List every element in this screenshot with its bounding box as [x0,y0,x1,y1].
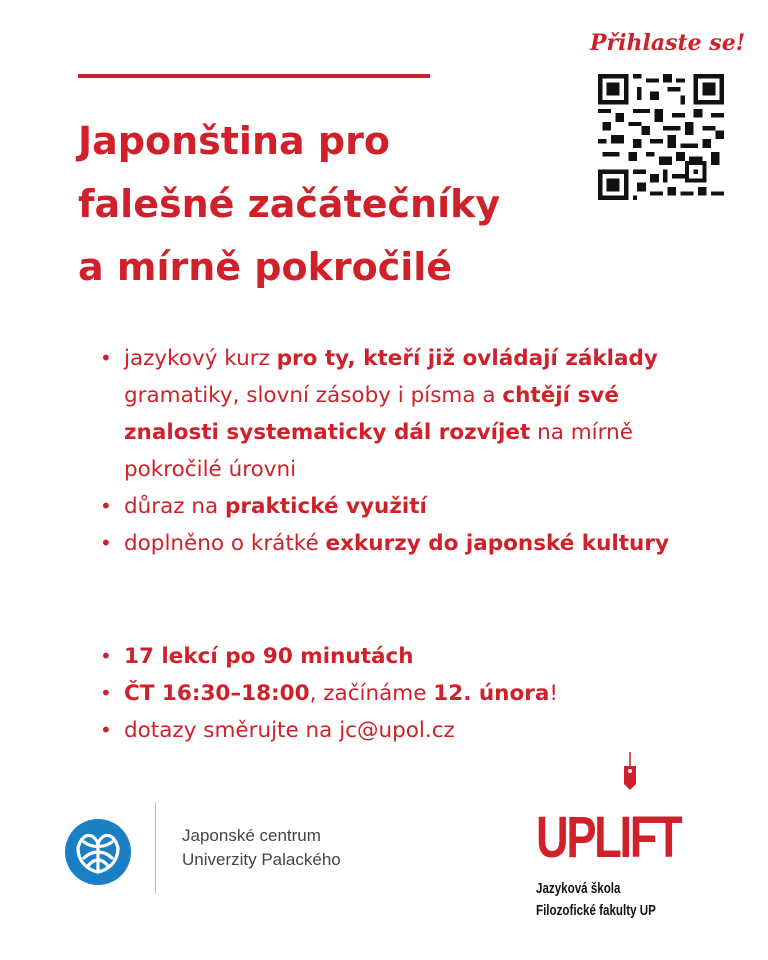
contact-email[interactable]: dotazy směrujte na jc@upol.cz [124,718,455,743]
title-line-2: falešné začátečníky [78,182,501,226]
list-item: • doplněno o krátké exkurzy do japonské kultury [100,525,684,562]
course-description-list [100,340,684,562]
uplift-wordmark: UPLIFT [536,805,681,870]
signup-cta: Přihlaste se! [590,30,746,56]
list-item: • jazykový kurz pro ty, kteří již ovládají základy gramatiky, slovní zásoby i písma a chtějí své znalosti systematicky dál rozvíjet na mírně pokročilé úrovni [100,340,684,488]
list-item [100,712,684,749]
list-item: • důraz na praktické využití [100,488,684,525]
title-rule [78,74,430,78]
signup-qr-code[interactable] [598,74,724,200]
uplift-logo [536,752,686,942]
japanese-centre-logo-icon [64,818,132,886]
course-details-list [100,638,684,749]
list-item: • ČT 16:30–18:00, začínáme 12. února! [100,675,684,712]
title-line-3: a mírně pokročilé [78,245,453,289]
list-item: • 17 lekcí po 90 minutách [100,638,684,675]
title-line-1: Japonština pro [78,119,390,163]
page-title [78,110,598,299]
uplift-subtitle: Jazyková škola Filozofické fakulty UP [536,881,656,919]
logo-divider [155,802,156,894]
japanese-centre-name: Japonské centrum Univerzity Palackého [182,826,341,869]
